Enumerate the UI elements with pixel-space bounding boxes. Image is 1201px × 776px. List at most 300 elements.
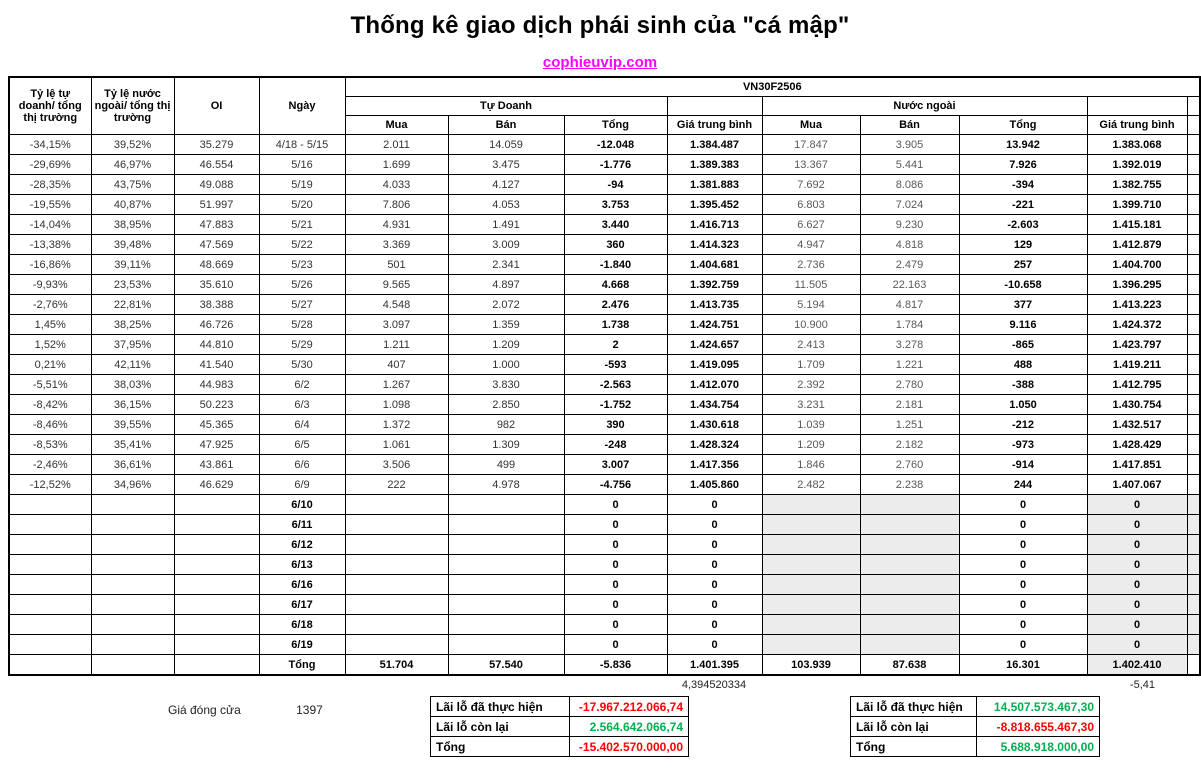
header-nn-group: Nước ngoài xyxy=(762,97,1087,116)
cell-ratio-nn xyxy=(91,615,174,635)
cell-nn-buy: 2.482 xyxy=(762,475,860,495)
cell-td-sell: 14.059 xyxy=(448,135,564,155)
cell-ratio-td xyxy=(9,635,91,655)
cell-nn-sell: 7.024 xyxy=(860,195,959,215)
cell-td-net: 2.476 xyxy=(564,295,667,315)
cell-date: 5/16 xyxy=(259,155,345,175)
pl-td-body xyxy=(431,697,689,757)
cell-td-net: 4.668 xyxy=(564,275,667,295)
cell-td-buy xyxy=(345,515,448,535)
cell-td-sell: 3.475 xyxy=(448,155,564,175)
cell-date: 6/11 xyxy=(259,515,345,535)
cell-oi: 41.540 xyxy=(174,355,259,375)
cell-td-avg: 0 xyxy=(667,635,762,655)
header-oi: OI xyxy=(174,77,259,135)
cell-date: 5/20 xyxy=(259,195,345,215)
cell-edge xyxy=(1187,335,1200,355)
cell-td-buy: 407 xyxy=(345,355,448,375)
cell-date: 6/13 xyxy=(259,555,345,575)
cell-oi: 44.983 xyxy=(174,375,259,395)
cell-ratio-td: -34,15% xyxy=(9,135,91,155)
cell-td-sell xyxy=(448,555,564,575)
cell-nn-avg: 1.396.295 xyxy=(1087,275,1187,295)
cell-oi: 47.569 xyxy=(174,235,259,255)
cell-date: 4/18 - 5/15 xyxy=(259,135,345,155)
table-body xyxy=(9,135,1200,676)
cell-oi xyxy=(174,615,259,635)
cell-nn-avg: 0 xyxy=(1087,615,1187,635)
footer-section xyxy=(0,676,1200,776)
cell-ratio-td xyxy=(9,615,91,635)
cell-td-sell: 1.309 xyxy=(448,435,564,455)
cell-nn-avg: 1.382.755 xyxy=(1087,175,1187,195)
cell-nn-net: -865 xyxy=(959,335,1087,355)
cell-td-sell: 1.491 xyxy=(448,215,564,235)
cell-nn-buy xyxy=(762,515,860,535)
pl-label: Lãi lỗ còn lại xyxy=(851,717,977,737)
cell-td-net: 0 xyxy=(564,575,667,595)
page xyxy=(0,12,1200,754)
header-ratio-nn: Tỷ lệ nước ngoài/ tổng thị trường xyxy=(91,77,174,135)
cell-td-avg: 0 xyxy=(667,575,762,595)
cell-nn-buy xyxy=(762,635,860,655)
cell-td-sell: 1.209 xyxy=(448,335,564,355)
page-title: Thống kê giao dịch phái sinh của "cá mập" xyxy=(350,12,850,39)
cell-td-avg: 0 xyxy=(667,595,762,615)
cell-oi xyxy=(174,495,259,515)
cell-edge xyxy=(1187,375,1200,395)
cell-td-net: 2 xyxy=(564,335,667,355)
cell-ratio-nn: 38,95% xyxy=(91,215,174,235)
cell-td-net: -94 xyxy=(564,175,667,195)
cell-edge xyxy=(1187,395,1200,415)
pl-row xyxy=(851,737,1100,757)
pl-label: Lãi lỗ đã thực hiện xyxy=(851,697,977,717)
cell-date: 5/30 xyxy=(259,355,345,375)
cell-ratio-nn xyxy=(91,555,174,575)
pl-label: Lãi lỗ đã thực hiện xyxy=(431,697,570,717)
table-row xyxy=(9,175,1200,195)
cell-oi: 43.861 xyxy=(174,455,259,475)
cell-td-avg: 1.389.383 xyxy=(667,155,762,175)
cell-date: 6/12 xyxy=(259,535,345,555)
cell-ratio-td: -8,46% xyxy=(9,415,91,435)
pl-label: Tổng xyxy=(431,737,570,757)
cell-td-sell xyxy=(448,575,564,595)
cell-td-buy: 2.011 xyxy=(345,135,448,155)
table-row-total xyxy=(9,655,1200,676)
cell-oi: 46.629 xyxy=(174,475,259,495)
cell-nn-avg: 1.412.795 xyxy=(1087,375,1187,395)
header-nn-buy: Mua xyxy=(762,116,860,135)
cell-ratio-td: -13,38% xyxy=(9,235,91,255)
cell-ratio-td xyxy=(9,555,91,575)
cell-nn-buy: 1.846 xyxy=(762,455,860,475)
cell-edge xyxy=(1187,475,1200,495)
cell-nn-net: 0 xyxy=(959,635,1087,655)
cell-date: 6/18 xyxy=(259,615,345,635)
header-date: Ngày xyxy=(259,77,345,135)
cell-nn-sell: 3.278 xyxy=(860,335,959,355)
cell-td-avg: 1.430.618 xyxy=(667,415,762,435)
cell-td-sell xyxy=(448,495,564,515)
cell-nn-net: -394 xyxy=(959,175,1087,195)
table-row xyxy=(9,355,1200,375)
cell-nn-sell: 1.251 xyxy=(860,415,959,435)
cell-nn-buy xyxy=(762,615,860,635)
cell-nn-buy xyxy=(762,535,860,555)
cell-nn-net: 0 xyxy=(959,495,1087,515)
cell-td-sell: 2.341 xyxy=(448,255,564,275)
pl-value: 14.507.573.467,30 xyxy=(977,697,1100,717)
cell-td-avg: 1.424.657 xyxy=(667,335,762,355)
cell-ratio-nn: 39,52% xyxy=(91,135,174,155)
cell-nn-sell xyxy=(860,595,959,615)
cell-ratio-td xyxy=(9,535,91,555)
cell-nn-buy: 10.900 xyxy=(762,315,860,335)
cell-td-buy: 9.565 xyxy=(345,275,448,295)
pl-box-td xyxy=(430,696,689,757)
cell-nn-sell: 4.818 xyxy=(860,235,959,255)
cell-nn-buy: 2.736 xyxy=(762,255,860,275)
cell-nn-sell: 2.760 xyxy=(860,455,959,475)
cell-td-avg: 1.412.070 xyxy=(667,375,762,395)
cell-td-sell xyxy=(448,535,564,555)
cell-nn-buy: 11.505 xyxy=(762,275,860,295)
cell-td-avg: 1.419.095 xyxy=(667,355,762,375)
header-td-group: Tự Doanh xyxy=(345,97,667,116)
cell-oi xyxy=(174,655,259,676)
cell-td-avg: 0 xyxy=(667,515,762,535)
cell-oi: 47.883 xyxy=(174,215,259,235)
cell-oi: 35.279 xyxy=(174,135,259,155)
cell-nn-sell: 8.086 xyxy=(860,175,959,195)
cell-nn-sell: 1.221 xyxy=(860,355,959,375)
cell-td-avg: 1.401.395 xyxy=(667,655,762,676)
cell-nn-buy: 5.194 xyxy=(762,295,860,315)
nn-avg-note: -5,41 xyxy=(1129,679,1155,691)
cell-ratio-td: 1,45% xyxy=(9,315,91,335)
cell-td-avg: 1.395.452 xyxy=(667,195,762,215)
cell-ratio-nn: 39,48% xyxy=(91,235,174,255)
cell-nn-avg: 1.412.879 xyxy=(1087,235,1187,255)
table-row xyxy=(9,375,1200,395)
cell-nn-avg: 1.430.754 xyxy=(1087,395,1187,415)
cell-ratio-td: -29,69% xyxy=(9,155,91,175)
cell-oi xyxy=(174,575,259,595)
table-row-empty xyxy=(9,515,1200,535)
cell-date: 6/2 xyxy=(259,375,345,395)
cell-date: 5/22 xyxy=(259,235,345,255)
cell-oi: 35.610 xyxy=(174,275,259,295)
table-row xyxy=(9,415,1200,435)
cell-ratio-td: -8,53% xyxy=(9,435,91,455)
pl-box-nn xyxy=(850,696,1100,757)
cell-td-net: -5.836 xyxy=(564,655,667,676)
cell-nn-sell xyxy=(860,635,959,655)
cell-edge xyxy=(1187,495,1200,515)
cell-td-avg: 1.424.751 xyxy=(667,315,762,335)
cell-nn-avg: 1.399.710 xyxy=(1087,195,1187,215)
cell-nn-sell: 1.784 xyxy=(860,315,959,335)
cell-nn-net: -388 xyxy=(959,375,1087,395)
cell-oi: 46.554 xyxy=(174,155,259,175)
cell-nn-buy: 1.709 xyxy=(762,355,860,375)
cell-nn-sell xyxy=(860,555,959,575)
cell-ratio-nn xyxy=(91,635,174,655)
cell-date: 6/5 xyxy=(259,435,345,455)
cell-ratio-td xyxy=(9,655,91,676)
cell-ratio-nn: 40,87% xyxy=(91,195,174,215)
cell-td-buy: 7.806 xyxy=(345,195,448,215)
cell-nn-sell xyxy=(860,535,959,555)
table-row xyxy=(9,475,1200,495)
cell-nn-buy: 4.947 xyxy=(762,235,860,255)
cell-td-net: -4.756 xyxy=(564,475,667,495)
cell-td-net: -593 xyxy=(564,355,667,375)
cell-date: 6/3 xyxy=(259,395,345,415)
table-row-empty xyxy=(9,555,1200,575)
cell-nn-sell xyxy=(860,575,959,595)
cell-nn-net: 0 xyxy=(959,575,1087,595)
cell-td-net: 360 xyxy=(564,235,667,255)
cell-date: 6/4 xyxy=(259,415,345,435)
cell-ratio-td xyxy=(9,515,91,535)
cell-nn-buy: 13.367 xyxy=(762,155,860,175)
cell-nn-avg: 0 xyxy=(1087,515,1187,535)
cell-nn-net: 16.301 xyxy=(959,655,1087,676)
header-spacer xyxy=(1087,97,1187,116)
cell-ratio-nn: 36,15% xyxy=(91,395,174,415)
cell-ratio-nn: 43,75% xyxy=(91,175,174,195)
cell-td-buy xyxy=(345,615,448,635)
header-spacer xyxy=(1187,97,1200,116)
cell-td-buy xyxy=(345,535,448,555)
site-link[interactable]: cophieuvip.com xyxy=(542,54,658,71)
cell-ratio-nn: 23,53% xyxy=(91,275,174,295)
cell-nn-net: 257 xyxy=(959,255,1087,275)
cell-edge xyxy=(1187,255,1200,275)
cell-nn-net: 9.116 xyxy=(959,315,1087,335)
cell-td-net: 0 xyxy=(564,495,667,515)
cell-nn-buy xyxy=(762,555,860,575)
cell-td-sell: 4.053 xyxy=(448,195,564,215)
table-row xyxy=(9,455,1200,475)
header-nn-avg: Giá trung bình xyxy=(1087,116,1187,135)
cell-edge xyxy=(1187,215,1200,235)
cell-td-buy xyxy=(345,595,448,615)
cell-td-avg: 1.414.323 xyxy=(667,235,762,255)
pl-row xyxy=(431,737,689,757)
cell-date: 6/6 xyxy=(259,455,345,475)
cell-nn-sell: 87.638 xyxy=(860,655,959,676)
table-row-empty xyxy=(9,635,1200,655)
cell-td-avg: 0 xyxy=(667,615,762,635)
cell-nn-sell: 3.905 xyxy=(860,135,959,155)
cell-date: 6/19 xyxy=(259,635,345,655)
cell-ratio-nn xyxy=(91,655,174,676)
cell-nn-net: -212 xyxy=(959,415,1087,435)
cell-td-avg: 0 xyxy=(667,495,762,515)
pl-value: -17.967.212.066,74 xyxy=(570,697,689,717)
cell-nn-sell: 2.182 xyxy=(860,435,959,455)
cell-td-buy xyxy=(345,495,448,515)
table-row-empty xyxy=(9,535,1200,555)
cell-edge xyxy=(1187,415,1200,435)
cell-edge xyxy=(1187,175,1200,195)
cell-ratio-nn xyxy=(91,515,174,535)
cell-oi xyxy=(174,595,259,615)
cell-edge xyxy=(1187,155,1200,175)
cell-td-sell: 2.072 xyxy=(448,295,564,315)
cell-td-buy: 4.548 xyxy=(345,295,448,315)
cell-oi: 48.669 xyxy=(174,255,259,275)
cell-nn-net: 488 xyxy=(959,355,1087,375)
cell-td-buy: 222 xyxy=(345,475,448,495)
cell-nn-sell: 2.238 xyxy=(860,475,959,495)
cell-td-net: 3.753 xyxy=(564,195,667,215)
cell-oi: 45.365 xyxy=(174,415,259,435)
cell-td-sell: 57.540 xyxy=(448,655,564,676)
cell-ratio-td xyxy=(9,595,91,615)
header-instrument: VN30F2506 xyxy=(345,77,1200,97)
cell-td-avg: 0 xyxy=(667,535,762,555)
cell-td-avg: 1.404.681 xyxy=(667,255,762,275)
cell-edge xyxy=(1187,575,1200,595)
cell-nn-net: 7.926 xyxy=(959,155,1087,175)
cell-td-buy: 1.699 xyxy=(345,155,448,175)
cell-nn-sell: 9.230 xyxy=(860,215,959,235)
cell-td-sell: 499 xyxy=(448,455,564,475)
cell-td-sell: 2.850 xyxy=(448,395,564,415)
cell-td-sell: 4.897 xyxy=(448,275,564,295)
pl-row xyxy=(431,697,689,717)
cell-td-net: -12.048 xyxy=(564,135,667,155)
cell-ratio-nn: 38,25% xyxy=(91,315,174,335)
cell-edge xyxy=(1187,315,1200,335)
cell-nn-avg: 1.407.067 xyxy=(1087,475,1187,495)
cell-date: 5/23 xyxy=(259,255,345,275)
cell-nn-avg: 1.415.181 xyxy=(1087,215,1187,235)
pl-row xyxy=(851,717,1100,737)
closing-price xyxy=(168,703,323,717)
cell-date: 6/16 xyxy=(259,575,345,595)
cell-nn-buy: 1.039 xyxy=(762,415,860,435)
pl-label: Tổng xyxy=(851,737,977,757)
table-row xyxy=(9,275,1200,295)
cell-date: 5/29 xyxy=(259,335,345,355)
cell-ratio-td: -2,46% xyxy=(9,455,91,475)
cell-nn-sell: 2.479 xyxy=(860,255,959,275)
cell-nn-avg: 1.424.372 xyxy=(1087,315,1187,335)
cell-td-net: 0 xyxy=(564,555,667,575)
cell-nn-buy: 2.413 xyxy=(762,335,860,355)
cell-ratio-td: -9,93% xyxy=(9,275,91,295)
cell-td-avg: 1.392.759 xyxy=(667,275,762,295)
cell-ratio-nn xyxy=(91,575,174,595)
cell-td-buy: 501 xyxy=(345,255,448,275)
cell-edge xyxy=(1187,635,1200,655)
header-row-instrument xyxy=(9,77,1200,97)
cell-nn-sell: 2.780 xyxy=(860,375,959,395)
cell-oi xyxy=(174,635,259,655)
cell-edge xyxy=(1187,195,1200,215)
cell-td-buy xyxy=(345,635,448,655)
cell-oi: 46.726 xyxy=(174,315,259,335)
cell-edge xyxy=(1187,655,1200,676)
cell-td-net: 0 xyxy=(564,635,667,655)
cell-ratio-td: -12,52% xyxy=(9,475,91,495)
cell-date: 6/10 xyxy=(259,495,345,515)
cell-td-buy: 1.372 xyxy=(345,415,448,435)
cell-nn-net: -221 xyxy=(959,195,1087,215)
cell-td-sell: 1.000 xyxy=(448,355,564,375)
cell-nn-avg: 1.413.223 xyxy=(1087,295,1187,315)
cell-td-sell xyxy=(448,615,564,635)
cell-td-sell xyxy=(448,595,564,615)
cell-ratio-td: -14,04% xyxy=(9,215,91,235)
cell-nn-buy: 6.803 xyxy=(762,195,860,215)
cell-nn-buy: 17.847 xyxy=(762,135,860,155)
cell-td-net: 3.440 xyxy=(564,215,667,235)
cell-total-label: Tổng xyxy=(259,655,345,676)
table-row xyxy=(9,335,1200,355)
pl-row xyxy=(851,697,1100,717)
cell-td-net: -1.776 xyxy=(564,155,667,175)
cell-ratio-nn xyxy=(91,535,174,555)
cell-nn-sell: 22.163 xyxy=(860,275,959,295)
cell-nn-net: 13.942 xyxy=(959,135,1087,155)
cell-td-sell xyxy=(448,515,564,535)
cell-td-net: 3.007 xyxy=(564,455,667,475)
cell-edge xyxy=(1187,295,1200,315)
cell-nn-buy: 2.392 xyxy=(762,375,860,395)
cell-td-buy xyxy=(345,555,448,575)
cell-nn-sell: 4.817 xyxy=(860,295,959,315)
cell-ratio-nn: 22,81% xyxy=(91,295,174,315)
cell-td-buy: 51.704 xyxy=(345,655,448,676)
table-row xyxy=(9,295,1200,315)
cell-oi: 51.997 xyxy=(174,195,259,215)
cell-edge xyxy=(1187,235,1200,255)
cell-td-avg: 1.381.883 xyxy=(667,175,762,195)
cell-ratio-td xyxy=(9,495,91,515)
cell-date: 5/26 xyxy=(259,275,345,295)
table-row xyxy=(9,195,1200,215)
table-row xyxy=(9,395,1200,415)
cell-td-net: 0 xyxy=(564,595,667,615)
cell-nn-sell xyxy=(860,515,959,535)
table-row-empty xyxy=(9,595,1200,615)
cell-nn-net: -914 xyxy=(959,455,1087,475)
table-row xyxy=(9,255,1200,275)
cell-ratio-td: -8,42% xyxy=(9,395,91,415)
cell-td-buy: 1.267 xyxy=(345,375,448,395)
cell-td-buy: 3.506 xyxy=(345,455,448,475)
cell-nn-buy: 6.627 xyxy=(762,215,860,235)
cell-ratio-nn: 46,97% xyxy=(91,155,174,175)
cell-edge xyxy=(1187,135,1200,155)
cell-td-net: 1.738 xyxy=(564,315,667,335)
cell-nn-avg: 0 xyxy=(1087,595,1187,615)
cell-oi: 47.925 xyxy=(174,435,259,455)
pl-value: 2.564.642.066,74 xyxy=(570,717,689,737)
cell-date: 5/28 xyxy=(259,315,345,335)
cell-nn-buy: 3.231 xyxy=(762,395,860,415)
cell-td-net: -1.752 xyxy=(564,395,667,415)
header-td-buy: Mua xyxy=(345,116,448,135)
cell-oi xyxy=(174,535,259,555)
